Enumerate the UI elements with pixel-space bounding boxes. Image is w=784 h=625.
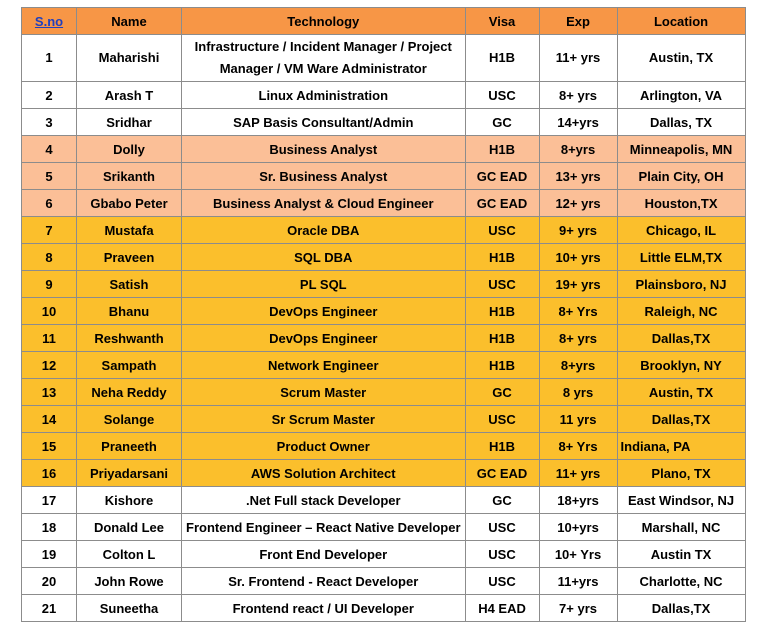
cell-sno: 19 bbox=[22, 541, 77, 568]
cell-name: Arash T bbox=[77, 82, 182, 109]
cell-location: Austin, TX bbox=[617, 379, 745, 406]
cell-technology: Linux Administration bbox=[182, 82, 466, 109]
cell-sno: 2 bbox=[22, 82, 77, 109]
cell-exp: 8+ yrs bbox=[539, 325, 617, 352]
cell-technology: AWS Solution Architect bbox=[182, 460, 466, 487]
cell-sno: 7 bbox=[22, 217, 77, 244]
cell-location: Indiana, PA bbox=[617, 433, 745, 460]
cell-visa: H4 EAD bbox=[465, 595, 539, 622]
cell-visa: GC EAD bbox=[465, 163, 539, 190]
cell-visa: USC bbox=[465, 541, 539, 568]
cell-exp: 8 yrs bbox=[539, 379, 617, 406]
cell-visa: USC bbox=[465, 406, 539, 433]
table-row bbox=[22, 35, 746, 82]
cell-sno: 12 bbox=[22, 352, 77, 379]
cell-exp: 18+yrs bbox=[539, 487, 617, 514]
cell-name: Dolly bbox=[77, 136, 182, 163]
table-row bbox=[22, 109, 746, 136]
cell-name: Sridhar bbox=[77, 109, 182, 136]
cell-visa: H1B bbox=[465, 244, 539, 271]
cell-sno: 8 bbox=[22, 244, 77, 271]
cell-name: Srikanth bbox=[77, 163, 182, 190]
cell-name: Gbabo Peter bbox=[77, 190, 182, 217]
cell-exp: 8+ Yrs bbox=[539, 298, 617, 325]
cell-technology: Infrastructure / Incident Manager / Project Manager / VM Ware Administrator bbox=[182, 35, 466, 82]
cell-name: Mustafa bbox=[77, 217, 182, 244]
sno-link[interactable]: S.no bbox=[34, 13, 64, 29]
cell-technology: Frontend react / UI Developer bbox=[182, 595, 466, 622]
table-body bbox=[22, 35, 746, 622]
cell-sno: 16 bbox=[22, 460, 77, 487]
cell-exp: 8+yrs bbox=[539, 136, 617, 163]
cell-name: Bhanu bbox=[77, 298, 182, 325]
candidates-table bbox=[21, 7, 746, 622]
table-row bbox=[22, 352, 746, 379]
header-location: Location bbox=[617, 8, 745, 35]
cell-sno: 11 bbox=[22, 325, 77, 352]
cell-location: Dallas,TX bbox=[617, 595, 745, 622]
cell-location: Dallas,TX bbox=[617, 325, 745, 352]
cell-technology: Oracle DBA bbox=[182, 217, 466, 244]
table-row bbox=[22, 406, 746, 433]
cell-visa: H1B bbox=[465, 35, 539, 82]
cell-location: Minneapolis, MN bbox=[617, 136, 745, 163]
cell-technology: DevOps Engineer bbox=[182, 325, 466, 352]
cell-visa: GC bbox=[465, 487, 539, 514]
cell-exp: 11 yrs bbox=[539, 406, 617, 433]
cell-sno: 21 bbox=[22, 595, 77, 622]
cell-location: Little ELM,TX bbox=[617, 244, 745, 271]
cell-exp: 11+ yrs bbox=[539, 35, 617, 82]
table-row bbox=[22, 541, 746, 568]
cell-visa: H1B bbox=[465, 352, 539, 379]
cell-exp: 9+ yrs bbox=[539, 217, 617, 244]
cell-sno: 4 bbox=[22, 136, 77, 163]
table-row bbox=[22, 244, 746, 271]
cell-technology: SQL DBA bbox=[182, 244, 466, 271]
cell-location: Charlotte, NC bbox=[617, 568, 745, 595]
cell-visa: USC bbox=[465, 82, 539, 109]
cell-exp: 8+yrs bbox=[539, 352, 617, 379]
cell-name: Sampath bbox=[77, 352, 182, 379]
cell-visa: GC EAD bbox=[465, 190, 539, 217]
cell-exp: 10+ Yrs bbox=[539, 541, 617, 568]
cell-technology: Sr. Business Analyst bbox=[182, 163, 466, 190]
cell-sno: 14 bbox=[22, 406, 77, 433]
table-row bbox=[22, 271, 746, 298]
cell-name: Kishore bbox=[77, 487, 182, 514]
header-exp: Exp bbox=[539, 8, 617, 35]
cell-name: Reshwanth bbox=[77, 325, 182, 352]
cell-technology: Network Engineer bbox=[182, 352, 466, 379]
cell-location: Brooklyn, NY bbox=[617, 352, 745, 379]
table-row bbox=[22, 163, 746, 190]
cell-location: East Windsor, NJ bbox=[617, 487, 745, 514]
cell-location: Plano, TX bbox=[617, 460, 745, 487]
cell-exp: 14+yrs bbox=[539, 109, 617, 136]
cell-technology: DevOps Engineer bbox=[182, 298, 466, 325]
cell-technology: Business Analyst bbox=[182, 136, 466, 163]
cell-visa: GC bbox=[465, 109, 539, 136]
cell-location: Plainsboro, NJ bbox=[617, 271, 745, 298]
cell-name: Praveen bbox=[77, 244, 182, 271]
cell-exp: 13+ yrs bbox=[539, 163, 617, 190]
header-name: Name bbox=[77, 8, 182, 35]
cell-technology: Front End Developer bbox=[182, 541, 466, 568]
cell-location: Marshall, NC bbox=[617, 514, 745, 541]
cell-visa: GC EAD bbox=[465, 460, 539, 487]
header-sno[interactable] bbox=[22, 8, 77, 35]
cell-exp: 10+ yrs bbox=[539, 244, 617, 271]
cell-location: Austin TX bbox=[617, 541, 745, 568]
cell-exp: 19+ yrs bbox=[539, 271, 617, 298]
cell-name: Donald Lee bbox=[77, 514, 182, 541]
table-row bbox=[22, 487, 746, 514]
cell-sno: 6 bbox=[22, 190, 77, 217]
table-row bbox=[22, 568, 746, 595]
cell-name: Priyadarsani bbox=[77, 460, 182, 487]
cell-exp: 11+ yrs bbox=[539, 460, 617, 487]
table-row bbox=[22, 379, 746, 406]
cell-visa: USC bbox=[465, 217, 539, 244]
cell-sno: 20 bbox=[22, 568, 77, 595]
cell-exp: 11+yrs bbox=[539, 568, 617, 595]
cell-sno: 9 bbox=[22, 271, 77, 298]
table-row bbox=[22, 325, 746, 352]
table-row bbox=[22, 136, 746, 163]
cell-sno: 10 bbox=[22, 298, 77, 325]
header-technology: Technology bbox=[182, 8, 466, 35]
cell-sno: 3 bbox=[22, 109, 77, 136]
table-row bbox=[22, 433, 746, 460]
cell-name: Solange bbox=[77, 406, 182, 433]
cell-visa: USC bbox=[465, 514, 539, 541]
cell-sno: 18 bbox=[22, 514, 77, 541]
header-row bbox=[22, 8, 746, 35]
cell-exp: 12+ yrs bbox=[539, 190, 617, 217]
cell-technology: Business Analyst & Cloud Engineer bbox=[182, 190, 466, 217]
table-row bbox=[22, 190, 746, 217]
cell-name: John Rowe bbox=[77, 568, 182, 595]
cell-technology: SAP Basis Consultant/Admin bbox=[182, 109, 466, 136]
cell-exp: 8+ Yrs bbox=[539, 433, 617, 460]
table-row bbox=[22, 514, 746, 541]
header-visa: Visa bbox=[465, 8, 539, 35]
cell-location: Raleigh, NC bbox=[617, 298, 745, 325]
cell-visa: H1B bbox=[465, 325, 539, 352]
table-row bbox=[22, 298, 746, 325]
cell-technology: .Net Full stack Developer bbox=[182, 487, 466, 514]
cell-visa: H1B bbox=[465, 298, 539, 325]
cell-exp: 8+ yrs bbox=[539, 82, 617, 109]
table-row bbox=[22, 460, 746, 487]
cell-name: Neha Reddy bbox=[77, 379, 182, 406]
cell-visa: GC bbox=[465, 379, 539, 406]
cell-sno: 17 bbox=[22, 487, 77, 514]
cell-location: Plain City, OH bbox=[617, 163, 745, 190]
cell-visa: USC bbox=[465, 271, 539, 298]
cell-technology: Sr Scrum Master bbox=[182, 406, 466, 433]
cell-visa: H1B bbox=[465, 136, 539, 163]
cell-technology: Frontend Engineer – React Native Developer bbox=[182, 514, 466, 541]
cell-technology: Sr. Frontend - React Developer bbox=[182, 568, 466, 595]
cell-technology: PL SQL bbox=[182, 271, 466, 298]
cell-location: Arlington, VA bbox=[617, 82, 745, 109]
cell-technology: Product Owner bbox=[182, 433, 466, 460]
cell-name: Satish bbox=[77, 271, 182, 298]
cell-name: Maharishi bbox=[77, 35, 182, 82]
cell-technology: Scrum Master bbox=[182, 379, 466, 406]
cell-name: Suneetha bbox=[77, 595, 182, 622]
cell-visa: USC bbox=[465, 568, 539, 595]
cell-sno: 13 bbox=[22, 379, 77, 406]
cell-location: Houston,TX bbox=[617, 190, 745, 217]
table-row bbox=[22, 595, 746, 622]
cell-name: Praneeth bbox=[77, 433, 182, 460]
cell-name: Colton L bbox=[77, 541, 182, 568]
cell-location: Chicago, IL bbox=[617, 217, 745, 244]
cell-sno: 5 bbox=[22, 163, 77, 190]
cell-location: Austin, TX bbox=[617, 35, 745, 82]
table-row bbox=[22, 82, 746, 109]
cell-sno: 15 bbox=[22, 433, 77, 460]
cell-visa: H1B bbox=[465, 433, 539, 460]
cell-location: Dallas,TX bbox=[617, 406, 745, 433]
cell-exp: 7+ yrs bbox=[539, 595, 617, 622]
cell-sno: 1 bbox=[22, 35, 77, 82]
table-row bbox=[22, 217, 746, 244]
cell-exp: 10+yrs bbox=[539, 514, 617, 541]
cell-location: Dallas, TX bbox=[617, 109, 745, 136]
